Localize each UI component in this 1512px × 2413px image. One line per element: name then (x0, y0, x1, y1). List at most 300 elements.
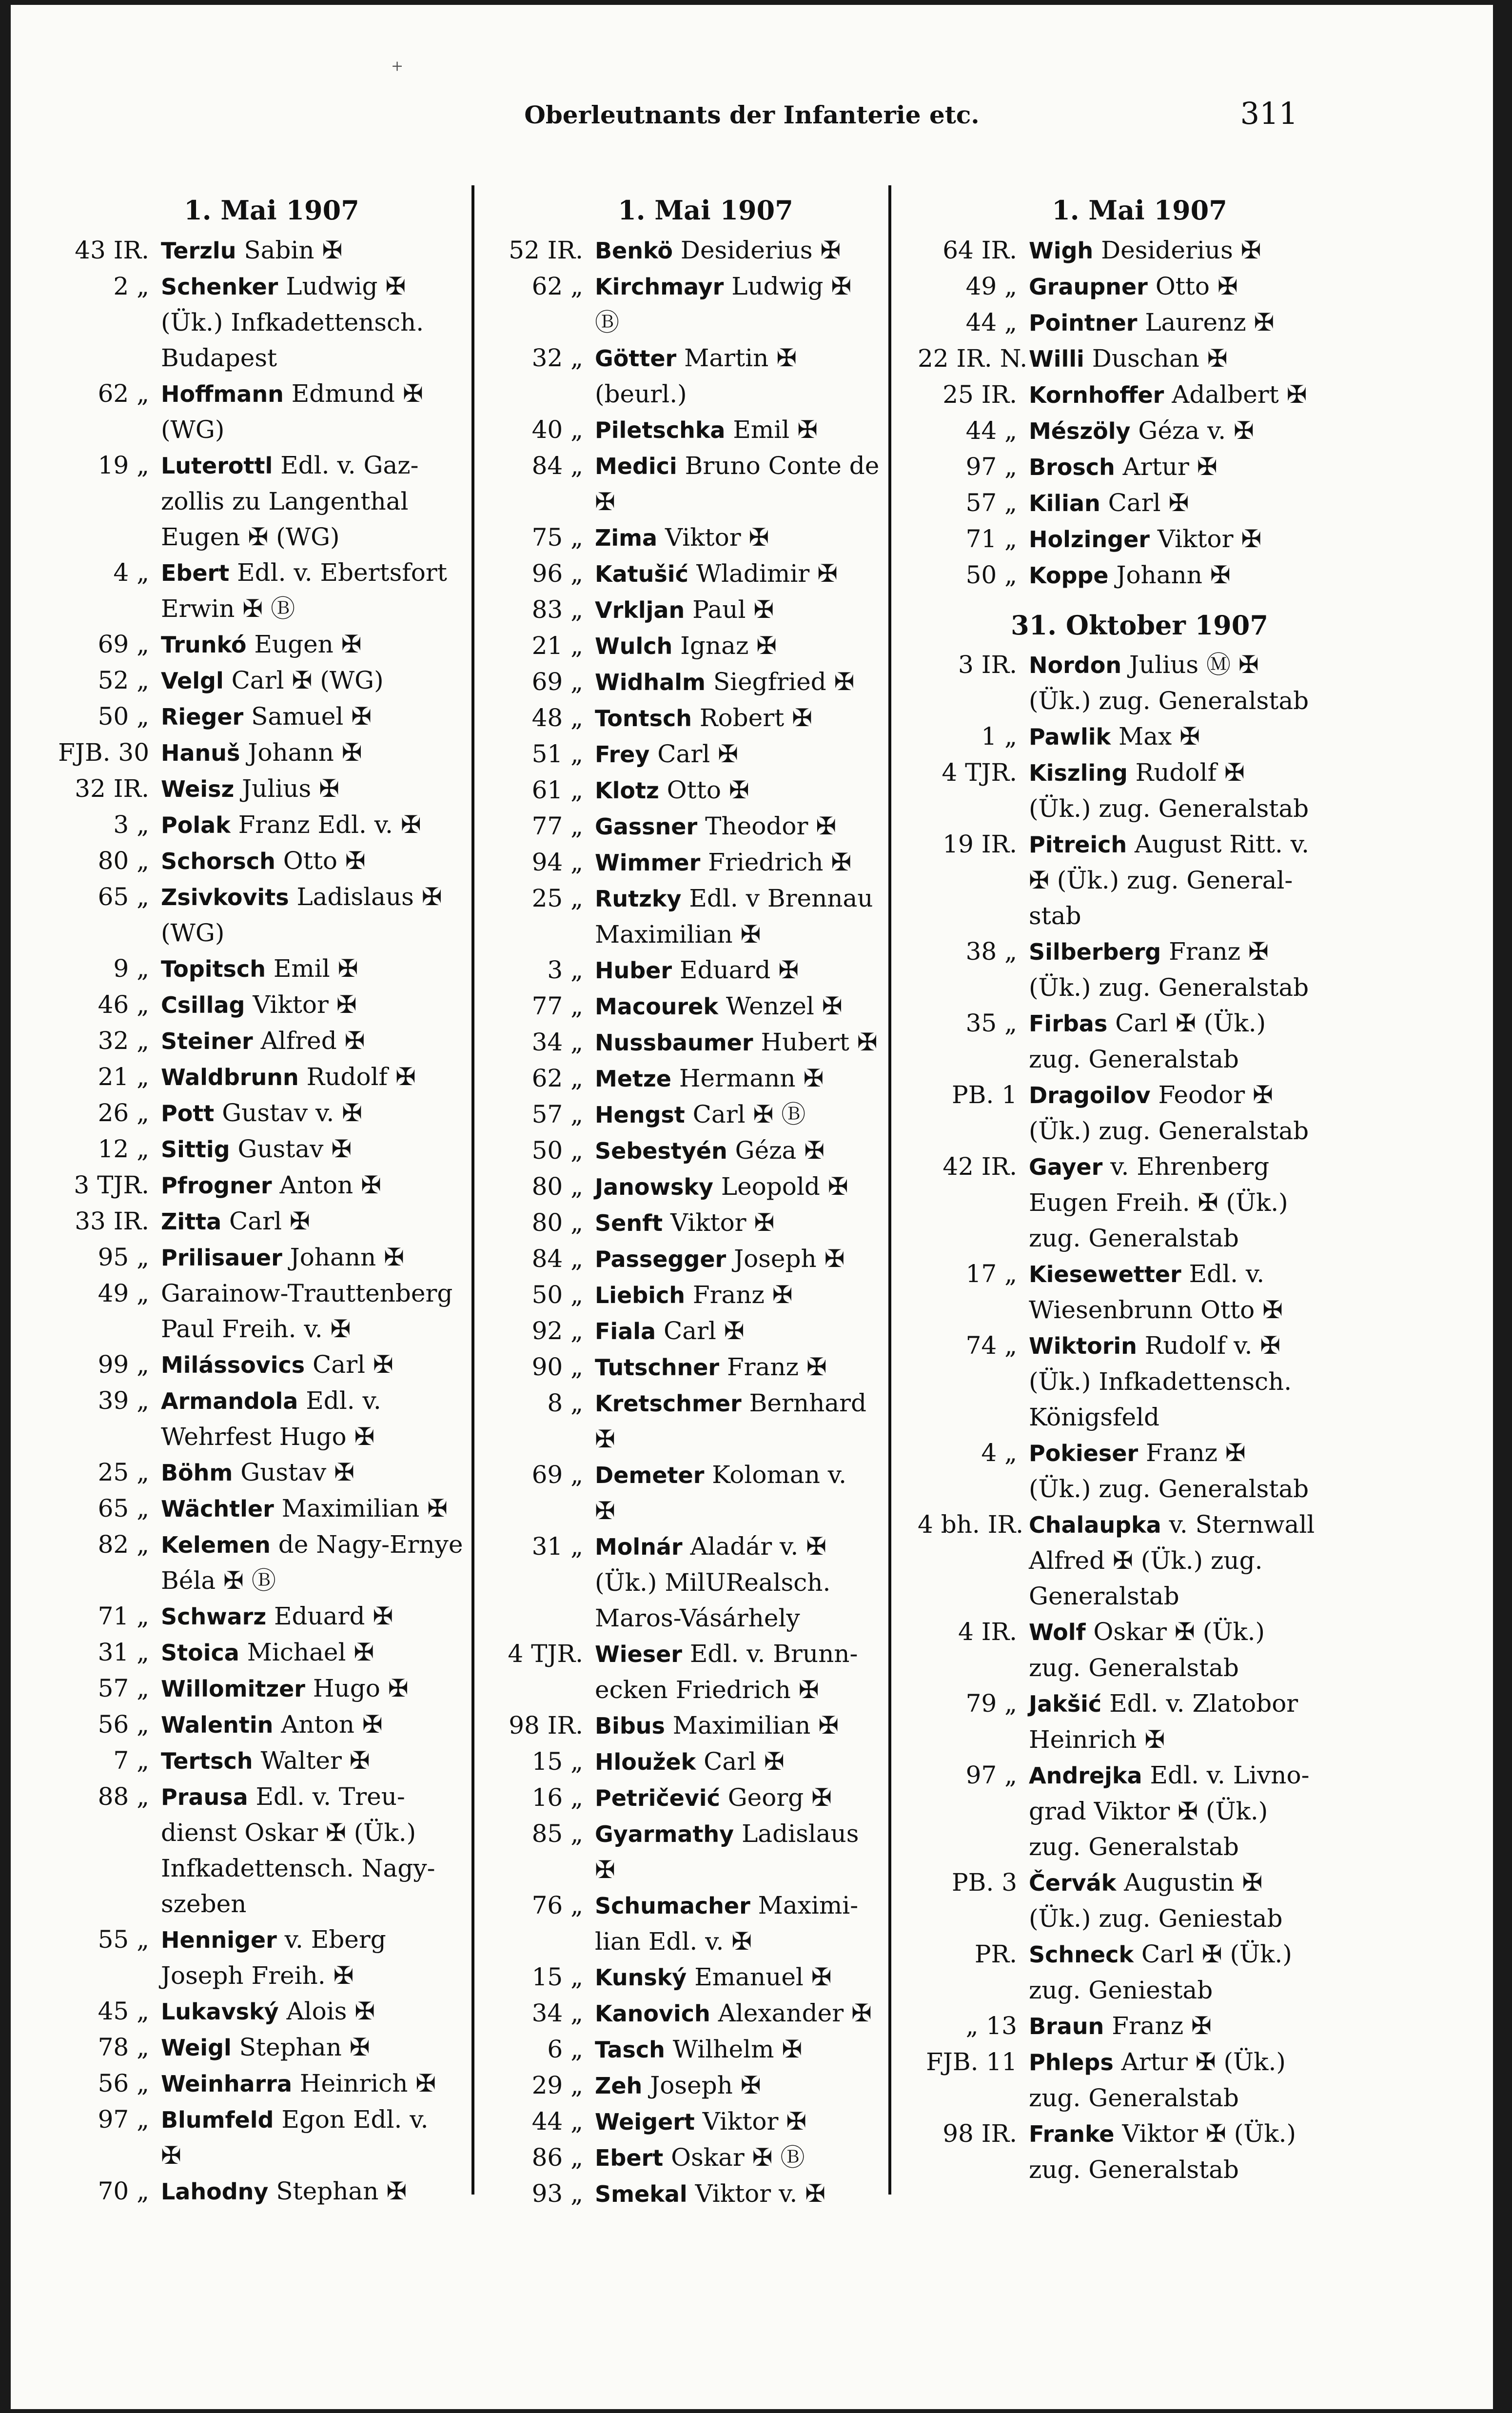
unit-number: 88 „ (98, 1782, 149, 1811)
list-entry (50, 2174, 493, 2210)
entry-text (589, 592, 927, 628)
entry-line: Béla ✠ Ⓑ (161, 1566, 276, 1595)
unit-number: 4 „ (113, 558, 149, 587)
list-entry (484, 1349, 927, 1385)
entry-line: (Ük.) Infkadettensch. (161, 308, 424, 336)
list-entry (484, 1744, 927, 1780)
entry-line: Bibus Maximilian ✠ (595, 1711, 839, 1740)
entry-line: Wieser Edl. v. Brunn- (595, 1640, 858, 1668)
entry-line: zug. Generalstab (1029, 1224, 1239, 1252)
list-entry (484, 2032, 927, 2068)
entry-line: ecken Friedrich ✠ (595, 1676, 819, 1704)
entry-line: Garainow-Trauttenberg (161, 1279, 453, 1307)
entry-line: Polak Franz Edl. v. ✠ (161, 811, 421, 839)
unit-number: 32 „ (98, 1027, 149, 1055)
entry-line: Phleps Artur ✠ (Ük.) (1029, 2048, 1286, 2076)
list-entry (918, 413, 1361, 449)
list-entry (50, 1527, 493, 1599)
entry-text (155, 1994, 493, 2030)
entry-line: Weinharra Heinrich ✠ (161, 2069, 436, 2097)
entry-text (1023, 521, 1361, 557)
unit-number: 49 „ (98, 1279, 149, 1307)
entry-line: zug. Generalstab (1029, 2084, 1239, 2112)
column-heading: 1. Mai 1907 (184, 195, 359, 226)
unit-number: 50 „ (531, 1136, 583, 1165)
entry-line: Zeh Joseph ✠ (595, 2071, 761, 2099)
entry-text (155, 1635, 493, 1671)
entry-line: Červák Augustin ✠ (1029, 1868, 1263, 1897)
list-entry (918, 719, 1361, 755)
entry-text (155, 233, 493, 269)
entry-line: Firbas Carl ✠ (Ük.) (1029, 1009, 1266, 1037)
entry-text (589, 412, 927, 448)
list-entry (484, 1205, 927, 1241)
entry-text (589, 1744, 927, 1780)
entry-line: Tutschner Franz ✠ (595, 1353, 827, 1381)
entry-text (589, 1025, 927, 1061)
unit-number: 69 „ (531, 1461, 583, 1489)
entry-line: Luterottl Edl. v. Gaz- (161, 451, 419, 479)
unit-number: 21 „ (98, 1063, 149, 1091)
list-entry (50, 879, 493, 951)
entry-text (155, 879, 493, 951)
entry-text (155, 555, 493, 627)
entry-text (1023, 934, 1361, 1006)
entry-line: Kelemen de Nagy-Ernye (161, 1530, 463, 1559)
unit-number: PB. 1 (952, 1081, 1017, 1109)
entry-line: Schneck Carl ✠ (Ük.) (1029, 1940, 1292, 1968)
list-entry (484, 520, 927, 556)
entry-text (155, 1204, 493, 1240)
entry-text (1023, 2008, 1361, 2044)
entry-line: (Ük.) zug. Generalstab (1029, 1475, 1309, 1503)
entry-line: Kanovich Alexander ✠ (595, 1999, 872, 2027)
list-entry (918, 557, 1361, 593)
entry-line: ✠ (161, 2141, 181, 2170)
list-entry (918, 647, 1361, 719)
list-entry (50, 2066, 493, 2102)
page-header-title: Oberleutnants der Infanterie etc. (524, 100, 980, 129)
list-entry (50, 1204, 493, 1240)
entry-text (1023, 341, 1361, 377)
list-entry (918, 1006, 1361, 1077)
entry-text (589, 1169, 927, 1205)
list-entry (484, 1636, 927, 1708)
entry-line: Infkadettensch. Nagy- (161, 1854, 435, 1882)
stray-mark: + (391, 58, 404, 75)
entry-line: Gyarmathy Ladislaus (595, 1820, 859, 1848)
entry-line: ✠ (595, 1425, 615, 1453)
entry-line: Budapest (161, 344, 277, 372)
unit-number: 26 „ (98, 1099, 149, 1127)
unit-number: 50 „ (98, 702, 149, 731)
entry-line: Schenker Ludwig ✠ (161, 272, 406, 300)
entry-text (589, 2032, 927, 2068)
entry-text (589, 1097, 927, 1133)
entry-line: Böhm Gustav ✠ (161, 1458, 354, 1486)
entry-line: Wiktorin Rudolf v. ✠ (1029, 1331, 1281, 1360)
list-entry (50, 448, 493, 555)
unit-number: 51 „ (531, 740, 583, 768)
entry-text (589, 952, 927, 989)
unit-number: 94 „ (531, 848, 583, 876)
unit-number: 3 „ (113, 811, 149, 839)
entry-line: zug. Geniestab (1029, 1976, 1213, 2004)
entry-line: (Ük.) zug. Generalstab (1029, 1117, 1309, 1145)
entry-text (1023, 719, 1361, 755)
unit-number: 48 „ (531, 704, 583, 732)
entry-line: Prausa Edl. v. Treu- (161, 1782, 405, 1811)
entry-text (1023, 1077, 1361, 1149)
entry-line: Ebert Edl. v. Ebertsfort (161, 558, 447, 587)
entry-text (155, 1131, 493, 1167)
entry-line: Wulch Ignaz ✠ (595, 632, 777, 660)
entry-line: Brosch Artur ✠ (1029, 453, 1217, 481)
entry-text (1023, 1328, 1361, 1435)
entry-line: Wehrfest Hugo ✠ (161, 1423, 375, 1451)
entry-text (1023, 449, 1361, 485)
entry-line: Terzlu Sabin ✠ (161, 236, 343, 264)
entry-line: zug. Generalstab (1029, 1833, 1239, 1861)
entry-line: Franke Viktor ✠ (Ük.) (1029, 2119, 1296, 2148)
unit-number: PB. 3 (952, 1868, 1017, 1897)
entry-text (155, 1383, 493, 1455)
list-entry (918, 2008, 1361, 2044)
entry-line: Wigh Desiderius ✠ (1029, 236, 1261, 264)
unit-number: 19 IR. (943, 830, 1017, 858)
entry-line: Joseph Freih. ✠ (161, 1961, 354, 1990)
list-entry (50, 1131, 493, 1167)
entry-line: Stoica Michael ✠ (161, 1638, 374, 1666)
entry-line: Pointner Laurenz ✠ (1029, 308, 1275, 336)
list-entry (484, 700, 927, 736)
column-3 (918, 188, 1361, 2188)
entry-line: Braun Franz ✠ (1029, 2012, 1212, 2040)
list-entry (50, 376, 493, 448)
entry-text (155, 269, 493, 376)
entry-line: Pott Gustav v. ✠ (161, 1099, 363, 1127)
list-entry (50, 1599, 493, 1635)
unit-number: 69 „ (98, 630, 149, 658)
entry-text (155, 2066, 493, 2102)
entry-text (589, 1313, 927, 1349)
entry-line: Vrkljan Paul ✠ (595, 595, 774, 624)
entry-line: Ebert Oskar ✠ Ⓑ (595, 2143, 805, 2172)
entry-text (1023, 1435, 1361, 1507)
entry-text (155, 1779, 493, 1922)
entry-line: (Ük.) Infkadettensch. (1029, 1367, 1292, 1396)
entry-line: Eugen Freih. ✠ (Ük.) (1029, 1188, 1288, 1217)
unit-number: 34 „ (531, 1999, 583, 2027)
unit-number: 50 „ (531, 1281, 583, 1309)
entry-text (155, 699, 493, 735)
entry-text (155, 843, 493, 879)
list-entry (918, 934, 1361, 1006)
entry-text (1023, 1006, 1361, 1077)
unit-number: 12 „ (98, 1135, 149, 1163)
entry-line: (Ük.) zug. Generalstab (1029, 973, 1309, 1002)
entry-text (589, 809, 927, 845)
unit-number: 85 „ (531, 1820, 583, 1848)
unit-number: 57 „ (98, 1674, 149, 1702)
entry-text (589, 628, 927, 664)
column-1 (50, 188, 493, 2210)
unit-number: 46 „ (98, 990, 149, 1019)
entry-line: Holzinger Viktor ✠ (1029, 525, 1262, 553)
list-entry (918, 1614, 1361, 1686)
entry-line: ✠ (595, 1497, 615, 1525)
entry-text (1023, 647, 1361, 719)
entry-text (155, 951, 493, 987)
entry-line: Kiesewetter Edl. v. (1029, 1260, 1265, 1288)
entry-line: Pokieser Franz ✠ (1029, 1439, 1246, 1467)
entry-line: Kiszling Rudolf ✠ (1029, 758, 1245, 787)
unit-number: 71 „ (965, 525, 1017, 553)
list-entry (484, 1277, 927, 1313)
list-entry (484, 2068, 927, 2104)
unit-number: 62 „ (531, 272, 583, 300)
entry-text (589, 1780, 927, 1816)
entry-text (589, 1888, 927, 1959)
entry-line: Senft Viktor ✠ (595, 1208, 775, 1237)
list-entry (50, 627, 493, 663)
entry-text (155, 448, 493, 555)
list-entry (50, 1383, 493, 1455)
entry-text (1023, 1865, 1361, 1937)
entry-line: Willi Duschan ✠ (1029, 344, 1228, 373)
entry-line: Kilian Carl ✠ (1029, 489, 1189, 517)
list-entry (50, 269, 493, 376)
unit-number: 44 „ (965, 308, 1017, 336)
unit-number: 40 „ (531, 415, 583, 444)
unit-number: 49 „ (965, 272, 1017, 300)
entry-line: Hanuš Johann ✠ (161, 738, 362, 767)
entry-line: Wimmer Friedrich ✠ (595, 848, 852, 876)
entry-line: Dragoilov Feodor ✠ (1029, 1081, 1273, 1109)
list-entry (50, 1276, 493, 1347)
entry-text (155, 1491, 493, 1527)
entry-line: Ⓑ (595, 308, 619, 336)
unit-number: 6 „ (547, 2035, 583, 2063)
entry-text (155, 735, 493, 771)
list-entry (484, 2176, 927, 2212)
entry-line: Passegger Joseph ✠ (595, 1245, 845, 1273)
entry-line: Schorsch Otto ✠ (161, 847, 366, 875)
column-heading: 1. Mai 1907 (1052, 195, 1227, 226)
unit-number: 57 „ (965, 489, 1017, 517)
list-entry (484, 881, 927, 952)
entry-line: Benkö Desiderius ✠ (595, 236, 841, 264)
entry-line: ✠ (Ük.) zug. General- (1029, 866, 1293, 894)
unit-number: 84 „ (531, 1245, 583, 1273)
entry-line: zug. Generalstab (1029, 2156, 1239, 2184)
entry-line: (WG) (161, 415, 225, 444)
entry-text (155, 1743, 493, 1779)
unit-number: 62 „ (531, 1064, 583, 1092)
entry-text (1023, 1758, 1361, 1865)
entry-text (1023, 1256, 1361, 1328)
entry-text (155, 807, 493, 843)
entry-text (589, 664, 927, 700)
list-entry (484, 1241, 927, 1277)
list-entry (50, 1095, 493, 1131)
entry-list (50, 233, 493, 2210)
unit-number: 32 „ (531, 344, 583, 372)
entry-line: Trunkó Eugen ✠ (161, 630, 362, 658)
entry-line: Walentin Anton ✠ (161, 1710, 383, 1739)
entry-line: Lahodny Stephan ✠ (161, 2177, 407, 2205)
entry-line: Alfred ✠ (Ük.) zug. (1029, 1546, 1263, 1575)
entry-line: Erwin ✠ Ⓑ (161, 594, 295, 623)
unit-number: 1 „ (981, 722, 1017, 751)
list-entry (484, 1133, 927, 1169)
entry-text (589, 845, 927, 881)
list-entry (484, 1313, 927, 1349)
list-entry (484, 592, 927, 628)
entry-line: Koppe Johann ✠ (1029, 561, 1231, 589)
unit-number: 52 „ (98, 666, 149, 694)
entry-line: Maros-Vásárhely (595, 1604, 800, 1632)
entry-text (155, 771, 493, 807)
entry-text (589, 1205, 927, 1241)
entry-line: Molnár Aladár v. ✠ (595, 1532, 827, 1561)
unit-number: 44 „ (965, 416, 1017, 445)
unit-number: 80 „ (531, 1208, 583, 1237)
entry-text (1023, 1507, 1361, 1614)
entry-line: Katušić Wladimir ✠ (595, 559, 838, 588)
unit-number: 44 „ (531, 2107, 583, 2136)
list-entry (484, 1385, 927, 1457)
list-entry (918, 755, 1361, 827)
entry-text (589, 2140, 927, 2176)
list-entry (50, 1743, 493, 1779)
list-entry (918, 1077, 1361, 1149)
entry-line: zug. Generalstab (1029, 1045, 1239, 1073)
unit-number: 4 TJR. (508, 1640, 583, 1668)
entry-line: Schwarz Eduard ✠ (161, 1602, 393, 1630)
entry-line: Kretschmer Bernhard (595, 1389, 866, 1417)
entry-text (589, 269, 927, 340)
entry-line: lian Edl. v. ✠ (595, 1927, 752, 1956)
entry-line: Velgl Carl ✠ (WG) (161, 666, 384, 694)
list-entry (50, 1671, 493, 1707)
entry-line: Waldbrunn Rudolf ✠ (161, 1063, 416, 1091)
unit-number: 3 TJR. (74, 1171, 149, 1199)
list-entry (484, 664, 927, 700)
unit-number: 74 „ (965, 1331, 1017, 1360)
list-entry (918, 377, 1361, 413)
list-entry (484, 628, 927, 664)
entry-line: Pitreich August Ritt. v. (1029, 830, 1310, 858)
entry-line: Milássovics Carl ✠ (161, 1350, 393, 1379)
list-entry (918, 2044, 1361, 2116)
entry-line: Gayer v. Ehrenberg (1029, 1152, 1270, 1181)
entry-text (1023, 413, 1361, 449)
entry-line: Nordon Julius Ⓜ ✠ (1029, 651, 1259, 679)
list-entry (50, 735, 493, 771)
list-entry (484, 736, 927, 772)
unit-number: 93 „ (531, 2179, 583, 2208)
entry-text (155, 1059, 493, 1095)
entry-list (918, 647, 1361, 2188)
list-entry (50, 1491, 493, 1527)
list-entry (484, 1457, 927, 1529)
list-entry (918, 1937, 1361, 2008)
entry-line: Hloužek Carl ✠ (595, 1747, 785, 1776)
entry-line: Janowsky Leopold ✠ (595, 1172, 848, 1201)
list-entry (484, 1097, 927, 1133)
entry-line: Silberberg Franz ✠ (1029, 937, 1269, 966)
entry-line: Gassner Theodor ✠ (595, 812, 837, 840)
list-entry (918, 485, 1361, 521)
list-entry (50, 1240, 493, 1276)
entry-line: Kirchmayr Ludwig ✠ (595, 272, 852, 300)
unit-number: 4 „ (981, 1439, 1017, 1467)
entry-line: Eugen ✠ (WG) (161, 523, 340, 551)
entry-text (589, 772, 927, 809)
entry-text (589, 1996, 927, 2032)
list-entry (50, 1635, 493, 1671)
entry-text (1023, 1937, 1361, 2008)
unit-number: 4 TJR. (942, 758, 1017, 787)
entry-line: dienst Oskar ✠ (Ük.) (161, 1819, 416, 1847)
entry-text (589, 1349, 927, 1385)
unit-number: 3 IR. (958, 651, 1017, 679)
unit-number: 33 IR. (75, 1207, 149, 1235)
unit-number: 92 „ (531, 1317, 583, 1345)
entry-line: Maximilian ✠ (595, 920, 761, 949)
unit-number: 96 „ (531, 559, 583, 588)
unit-number: 97 „ (98, 2105, 149, 2134)
unit-number: FJB. 30 (58, 738, 149, 767)
entry-line: Sittig Gustav ✠ (161, 1135, 352, 1163)
entry-line: Frey Carl ✠ (595, 740, 738, 768)
list-entry (484, 233, 927, 269)
list-entry (484, 1959, 927, 1996)
unit-number: 61 „ (531, 776, 583, 804)
unit-number: 75 „ (531, 523, 583, 552)
list-entry (918, 1256, 1361, 1328)
entry-line: ✠ (595, 1856, 615, 1884)
entry-line: zollis zu Langenthal (161, 487, 409, 515)
entry-text (589, 1636, 927, 1708)
entry-text (155, 1671, 493, 1707)
document-page (11, 5, 1493, 2409)
entry-text (1023, 827, 1361, 934)
entry-text (589, 881, 927, 952)
entry-text (155, 1167, 493, 1204)
entry-text (589, 1385, 927, 1457)
entry-text (589, 1816, 927, 1888)
entry-line: Heinrich ✠ (1029, 1725, 1165, 1754)
entry-text (1023, 1149, 1361, 1256)
entry-text (589, 448, 927, 520)
unit-number: FJB. 11 (926, 2048, 1017, 2076)
unit-number: 39 „ (98, 1386, 149, 1415)
unit-number: 99 „ (98, 1350, 149, 1379)
list-entry (484, 1025, 927, 1061)
unit-number: 98 IR. (509, 1711, 583, 1740)
unit-number: 80 „ (98, 847, 149, 875)
list-entry (484, 772, 927, 809)
entry-line: Zsivkovits Ladislaus ✠ (161, 883, 442, 911)
column-2 (484, 188, 927, 2212)
unit-number: 8 „ (547, 1389, 583, 1417)
entry-text (155, 987, 493, 1023)
list-entry (484, 448, 927, 520)
list-entry (918, 2116, 1361, 2188)
unit-number: 56 „ (98, 2069, 149, 2097)
